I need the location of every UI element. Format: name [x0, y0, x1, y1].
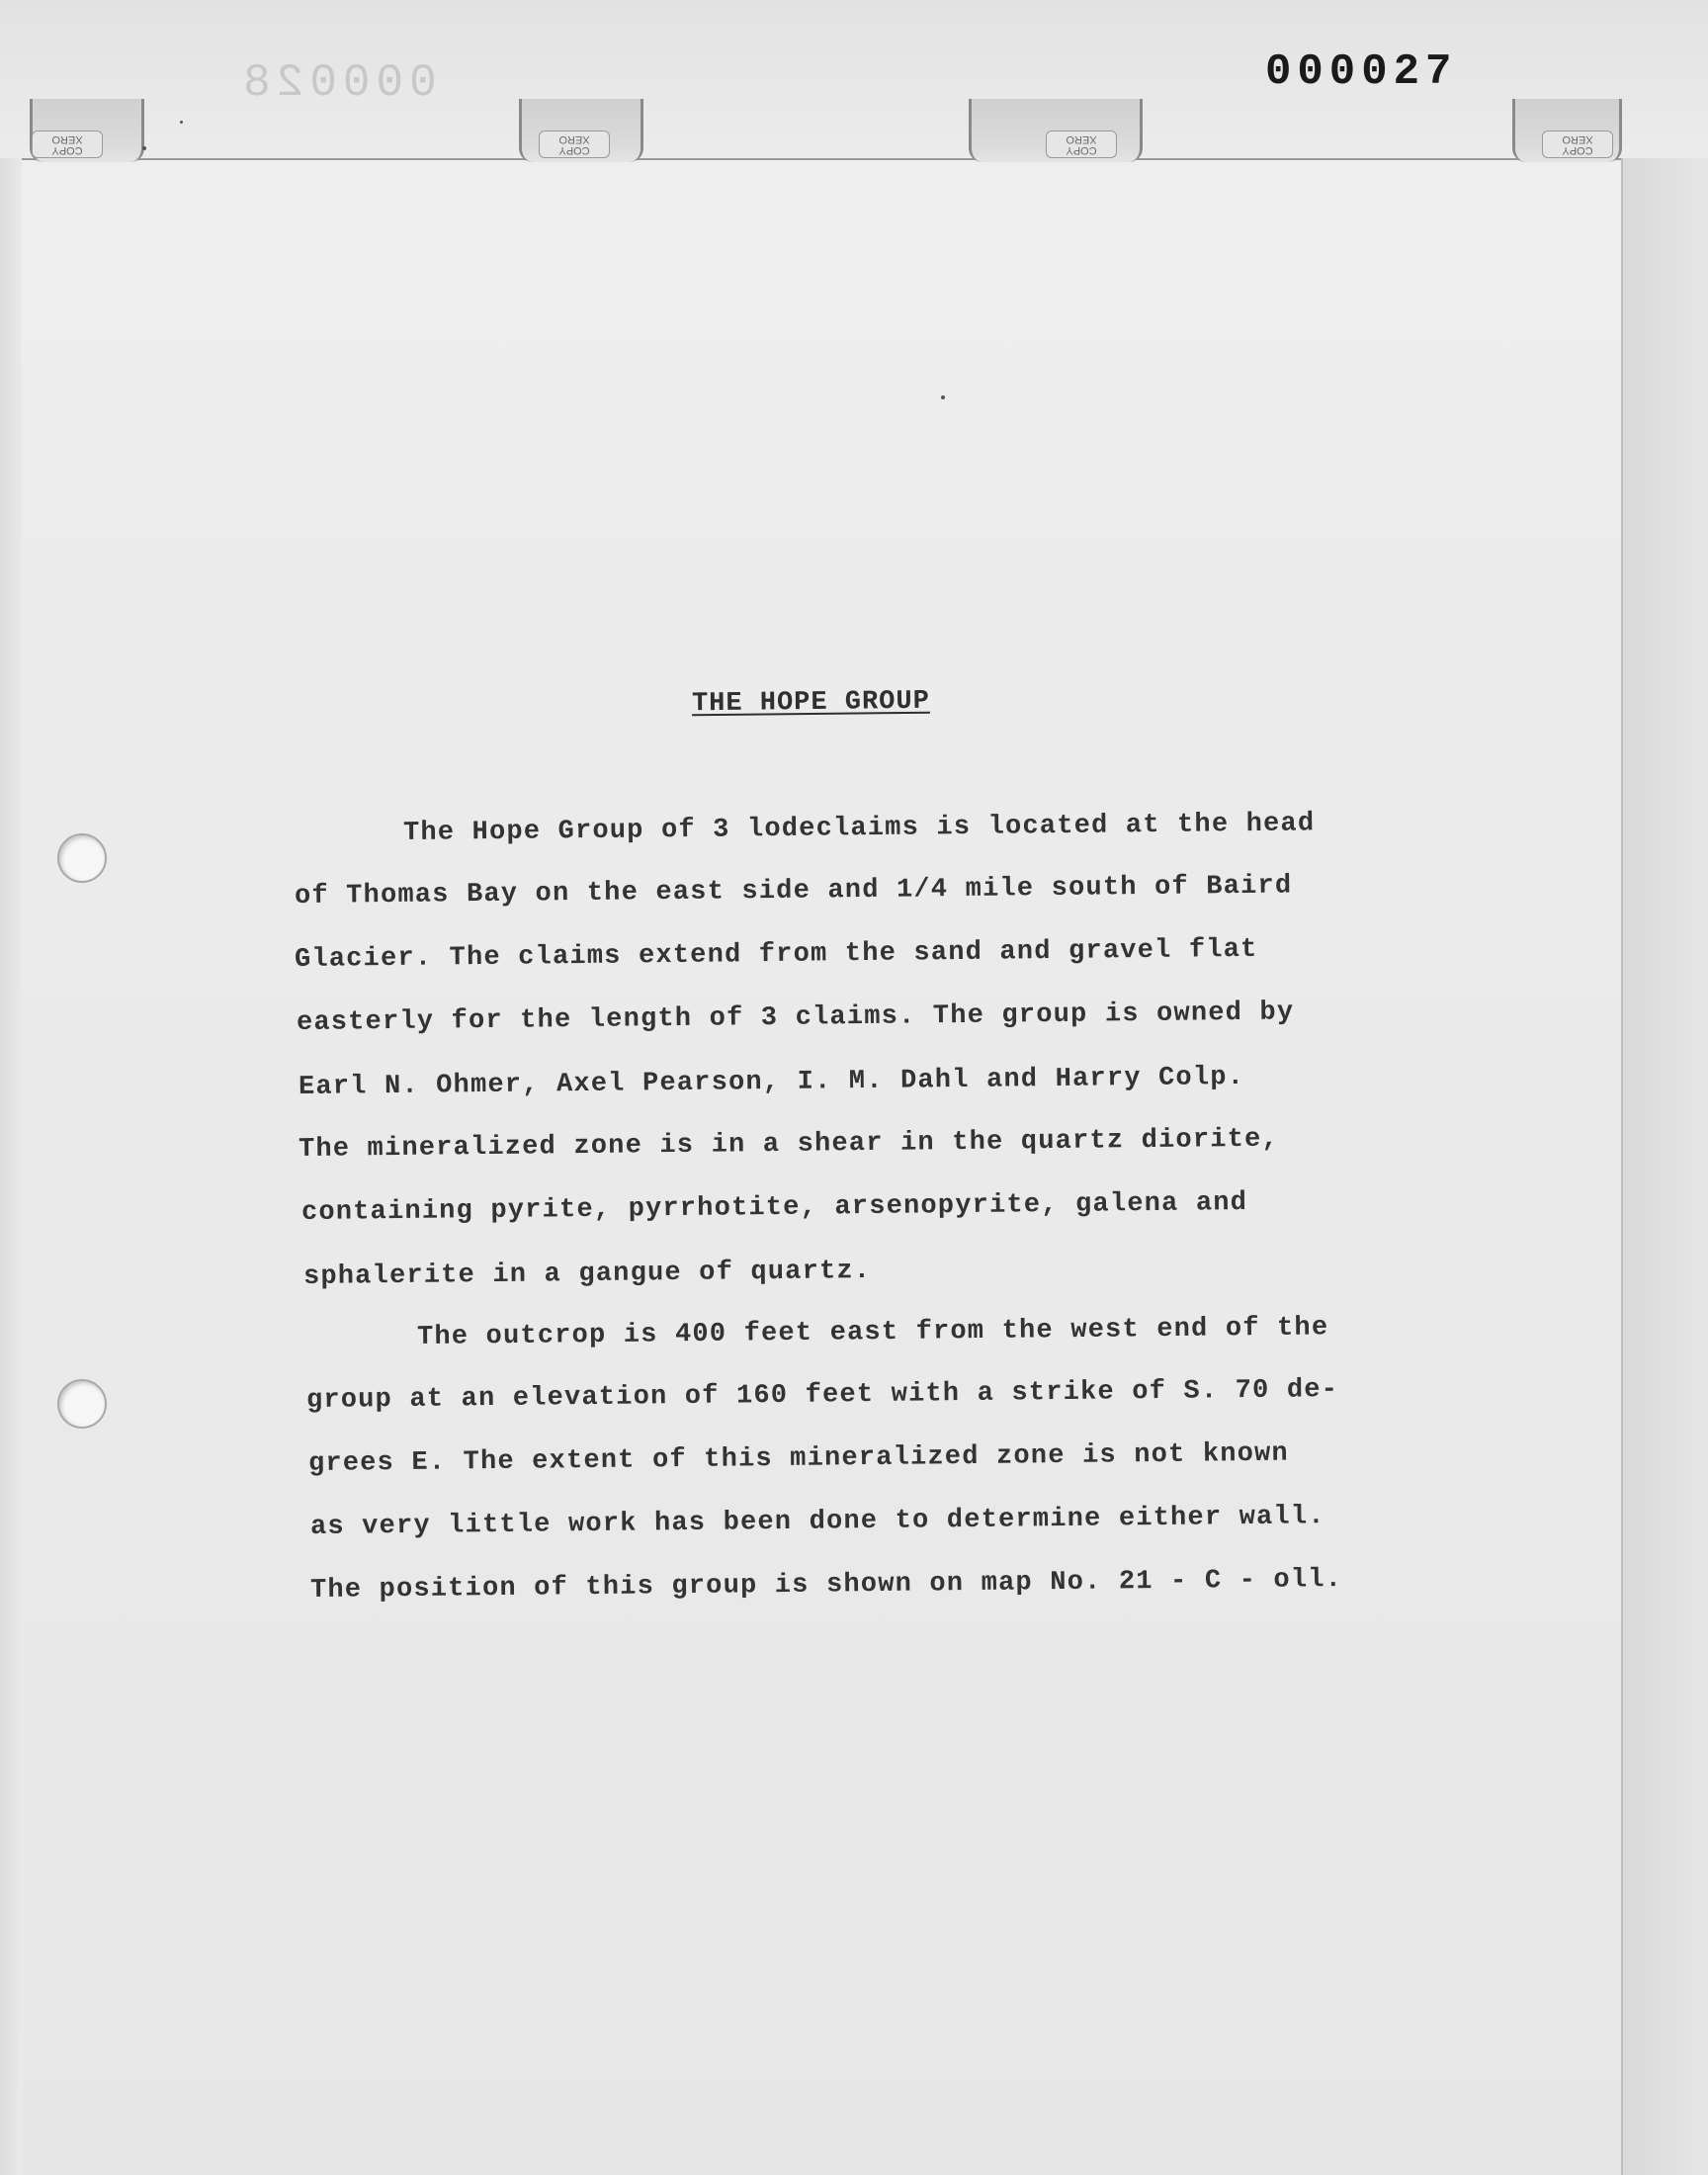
body-line: easterly for the length of 3 claims. The group is owned by — [296, 998, 1295, 1038]
body-line: Earl N. Ohmer, Axel Pearson, I. M. Dahl and Harry Colp. — [298, 1062, 1245, 1102]
stamp-line: COPY — [51, 144, 83, 156]
page-number: 000027 — [1265, 47, 1458, 97]
stamp-line: XERO — [1066, 133, 1097, 145]
xero-copy-stamp — [539, 130, 610, 158]
dust-speck — [142, 146, 146, 150]
dust-speck — [180, 121, 183, 124]
stamp-line: COPY — [1066, 144, 1097, 156]
body-line: The mineralized zone is in a shear in the quartz diorite, — [298, 1124, 1280, 1165]
body-line: containing pyrite, pyrrhotite, arsenopyrite, galena and — [300, 1187, 1248, 1228]
xero-copy-stamp — [32, 130, 103, 158]
xero-copy-stamp — [1542, 130, 1613, 158]
stamp-line: COPY — [558, 144, 590, 156]
body-line: Glacier. The claims extend from the sand and gravel flat — [294, 934, 1258, 975]
stamp-line: XERO — [558, 133, 590, 145]
dust-speck — [941, 395, 945, 399]
body-line: The Hope Group of 3 lodeclaims is located at the head — [402, 809, 1316, 848]
body-line: of Thomas Bay on the east side and 1/4 mile south of Baird — [294, 871, 1293, 912]
left-page-shadow — [0, 158, 22, 2175]
xero-copy-stamp — [1046, 130, 1117, 158]
body-line: group at an elevation of 160 feet with a strike of S. 70 de- — [305, 1375, 1339, 1416]
right-page-shadow — [1623, 158, 1708, 2175]
page-right-edge — [1621, 158, 1623, 2175]
ghost-page-number: 000028 — [237, 57, 437, 109]
body-line: as very little work has been done to determine either wall. — [309, 1502, 1325, 1542]
page-top-edge — [22, 158, 1623, 160]
punch-hole — [57, 833, 107, 883]
stamp-line: COPY — [1562, 144, 1593, 156]
body-line: grees E. The extent of this mineralized zone is not known — [307, 1438, 1290, 1479]
document-title: THE HOPE GROUP — [691, 686, 930, 720]
body-line: The position of this group is shown on map No. 21 - C - oll. — [309, 1565, 1343, 1606]
body-line: sphalerite in a gangue of quartz. — [302, 1256, 872, 1292]
punch-hole — [57, 1379, 107, 1429]
stamp-line: XERO — [51, 133, 83, 145]
stamp-line: XERO — [1562, 133, 1593, 145]
body-line: The outcrop is 400 feet east from the west end of the — [416, 1313, 1329, 1352]
